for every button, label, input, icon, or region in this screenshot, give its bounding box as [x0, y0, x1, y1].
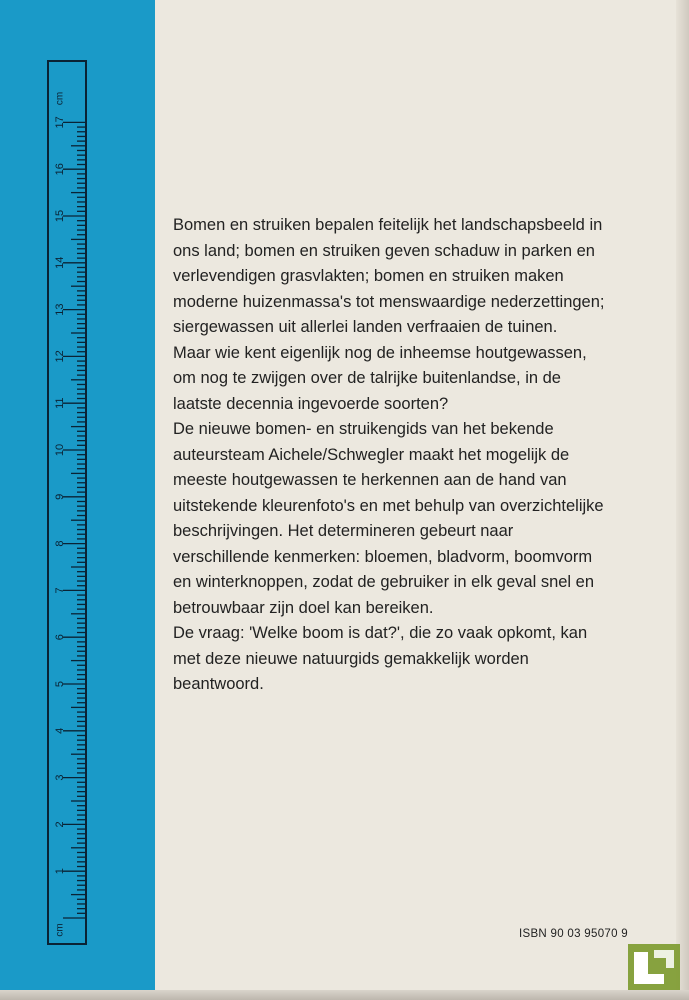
bottom-edge [0, 990, 689, 1000]
paragraph: Bomen en struiken bepalen feitelijk het landschapsbeeld in ons land; bomen en struiken geven schaduw in parken en verlevendigen grasvlakten; bomen en struiken maken moderne huizenmassa's tot menswaardige nederzettingen; siergewassen uit allerlei landen verfraaien de tuinen. [173, 216, 605, 336]
ruler-number: 15 [54, 209, 66, 223]
ruler-number: 10 [54, 443, 66, 457]
ruler-number: 1 [54, 868, 66, 875]
paragraph: Maar wie kent eigenlijk nog de inheemse houtgewassen, om nog te zwijgen over de talrijke buitenlandse, in de laatste decennia ingevoerde soorten? [173, 343, 587, 413]
ruler-unit-bottom: cm [54, 923, 66, 937]
ruler-number: 17 [54, 116, 66, 129]
page-edge [676, 0, 689, 1000]
ruler-number: 3 [54, 774, 66, 781]
ruler-number: 13 [54, 303, 66, 316]
isbn-number: ISBN 90 03 95070 9 [519, 928, 628, 940]
ruler-number: 2 [54, 821, 66, 828]
ruler-number: 14 [54, 256, 66, 269]
ruler-number: 8 [54, 540, 66, 547]
ruler-number: 4 [54, 727, 66, 734]
ruler-unit-top: cm [54, 91, 66, 106]
blurb-text [173, 213, 613, 698]
ruler-number: 12 [54, 350, 66, 363]
paragraph: De vraag: 'Welke boom is dat?', die zo vaak opkomt, kan met deze nieuwe natuurgids gemakkelijk worden beantwoord. [173, 624, 588, 693]
paragraph: De nieuwe bomen- en struikengids van het bekende auteursteam Aichele/Schwegler maakt het mogelijk de meeste houtgewassen te herkennen aan de hand van uitstekende kleurenfoto's en met behulp van overzichtelijke beschrijvingen. Het determineren gebeurt naar verschillende kenmerken: bloemen, bladvorm, boomvorm en winterknoppen, zodat de gebruiker in elk geval snel en betrouwbaar zijn doel kan bereiken. [173, 420, 604, 617]
ruler-number: 16 [54, 163, 66, 176]
ruler-number: 7 [54, 587, 66, 594]
ruler-number: 9 [54, 493, 66, 500]
lastdodo-watermark-icon [624, 940, 684, 994]
ruler-number: 11 [54, 397, 66, 409]
ruler-number: 6 [54, 634, 66, 641]
ruler [47, 60, 87, 945]
ruler-number: 5 [54, 680, 66, 688]
ruler-scale [49, 62, 85, 943]
